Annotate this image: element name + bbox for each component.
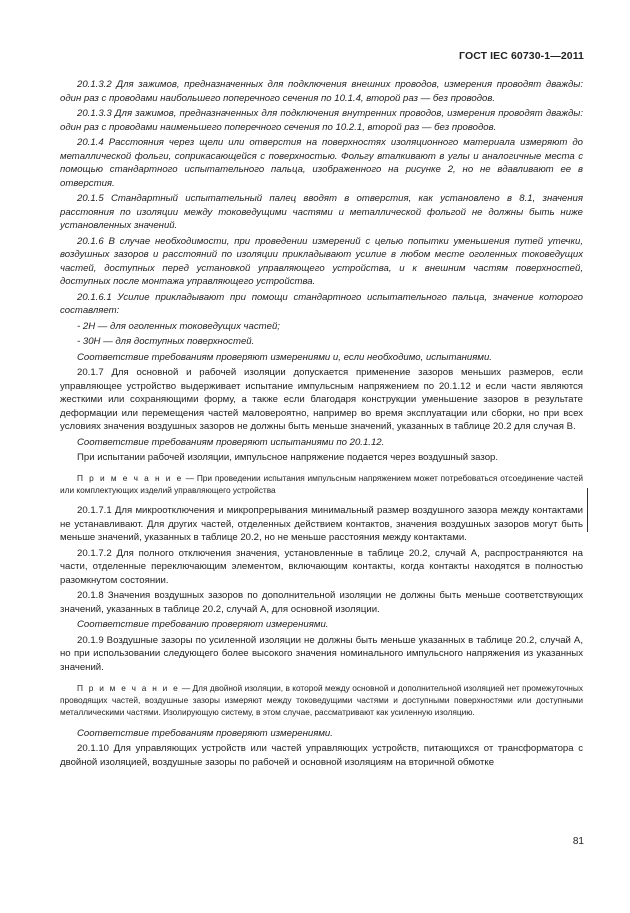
list-item-30n: - 30Н — для доступных поверхностей. (77, 336, 255, 348)
page-number: 81 (572, 836, 584, 847)
note-label: П р и м е ч а н и е (77, 682, 180, 693)
note-impulse-test (60, 472, 583, 497)
clause-20-1-6-1: 20.1.6.1 Усилие прикладывают при помощи стандартного испытательного пальца, значение которого составляет: (60, 291, 583, 317)
clause-20-1-5: 20.1.5 Стандартный испытательный палец вводят в отверстия, как установлено в 8.1, значения расстояния по изоляции между токоведущими частями и металлической фольгой не должны быть ниже установленных значений. (60, 193, 583, 232)
clause-20-1-3-2: 20.1.3.2 Для зажимов, предназначенных для подключения внешних проводов, измерения проводят дважды: один раз с проводами наибольшего поперечного сечения по 10.1.4, второй раз — без проводов. (60, 79, 583, 104)
clause-20-1-4: 20.1.4 Расстояния через щели или отверстия на поверхностях изоляционного материала измеряют до металлической фольги, соприкасающейся с поверхностью. Фольгу вталкивают в углы и аналогичные места с помощью стандартного испытательного пальца, изображенного на рисунке 2, но не вдавливают ее в отверстия. (60, 136, 583, 189)
change-bar (587, 488, 588, 532)
compliance-statement: Соответствие требованиям проверяют измерениями. (77, 727, 333, 739)
note-text: — Для двойной изоляции, в которой между основной и дополнительной изоляцией нет промежуточных проводящих частей, воздушные зазоры измеряют между токоведущими частями и доступными поверхностями или доступными металлическими частями. Изолирующую систему, в этом случае, рассматривают как усиленную изоляцию. (60, 682, 583, 718)
note-double-insulation (60, 682, 583, 719)
working-insulation-text: При испытании рабочей изоляции, импульсное напряжение подается через воздушный зазор. (77, 452, 499, 464)
clause-20-1-7: 20.1.7 Для основной и рабочей изоляции допускается применение зазоров меньших размеров, если управляющее устройство выдерживает испытание импульсным напряжением по 20.1.12 и если части являются жесткими или сохраняющими форму, а также если благодаря конструкции уменьшение зазоров в результате деформации или перемещения частей маловероятно, например во время эксплуатации или сборки, но при всех условиях значения воздушных зазоров не должны быть меньше значений, указанных в таблице 20.2 для случая В. (60, 366, 583, 433)
document-body (60, 78, 583, 771)
clause-20-1-7-1: 20.1.7.1 Для микроотключения и микропрерывания минимальный размер воздушного зазора между контактами не устанавливают. Для других частей, отделенных действием контактов, значения воздушных зазоров могут быть меньше значений, указанных в таблице 20.2, но не меньше расстояния между контактами. (60, 505, 583, 544)
clause-20-1-6: 20.1.6 В случае необходимости, при проведении измерений с целью попытки уменьшения путей утечки, воздушных зазоров и расстояний по изоляции прикладывают усилие в любом месте оголенных токоведущих частей, доступных перед установкой управляющего устройства, и к внешним частям поверхностей, доступных после монтажа управляющего устройства. (60, 235, 583, 288)
list-item-2n: - 2Н — для оголенных токоведущих частей; (77, 320, 280, 332)
compliance-statement: Соответствие требованиям проверяют измерениями и, если необходимо, испытаниями. (77, 351, 492, 363)
clause-20-1-3-3: 20.1.3.3 Для зажимов, предназначенных для подключения внутренних проводов, измерения проводят дважды: один раз с проводами наименьшего поперечного сечения по 10.2.1, второй раз — без проводов. (60, 107, 583, 133)
compliance-statement: Соответствие требованиям проверяют испытаниями по 20.1.12. (77, 436, 385, 448)
clause-20-1-9: 20.1.9 Воздушные зазоры по усиленной изоляции не должны быть меньше указанных в таблице 20.2, случай А, но при использовании следующего более высокого значения номинального импульсного напряжения из указанных значений. (60, 634, 583, 673)
note-label: П р и м е ч а н и е (77, 472, 183, 483)
standard-header: ГОСТ IEC 60730-1—2011 (459, 50, 584, 62)
clause-20-1-7-2: 20.1.7.2 Для полного отключения значения, установленные в таблице 20.2, случай А, распространяются на части, отделенные переключающим элементом, включающим контакты, когда контакты находятся в полностью разомкнутом состоянии. (60, 547, 583, 586)
clause-20-1-10: 20.1.10 Для управляющих устройств или частей управляющих устройств, питающихся от трансформатора с двойной изоляцией, воздушные зазоры по рабочей и основной изоляциям на вторичной обмотке (60, 743, 583, 768)
clause-20-1-8: 20.1.8 Значения воздушных зазоров по дополнительной изоляции не должны быть меньше соответствующих значений, указанных в таблице 20.2, случай А, для основной изоляции. (60, 590, 583, 615)
note-text: — При проведении испытания импульсным напряжением может потребоваться отсоединение частей или комплектующих изделий управляющего устройства (60, 472, 583, 495)
compliance-statement: Соответствие требованию проверяют измерениями. (77, 619, 329, 631)
